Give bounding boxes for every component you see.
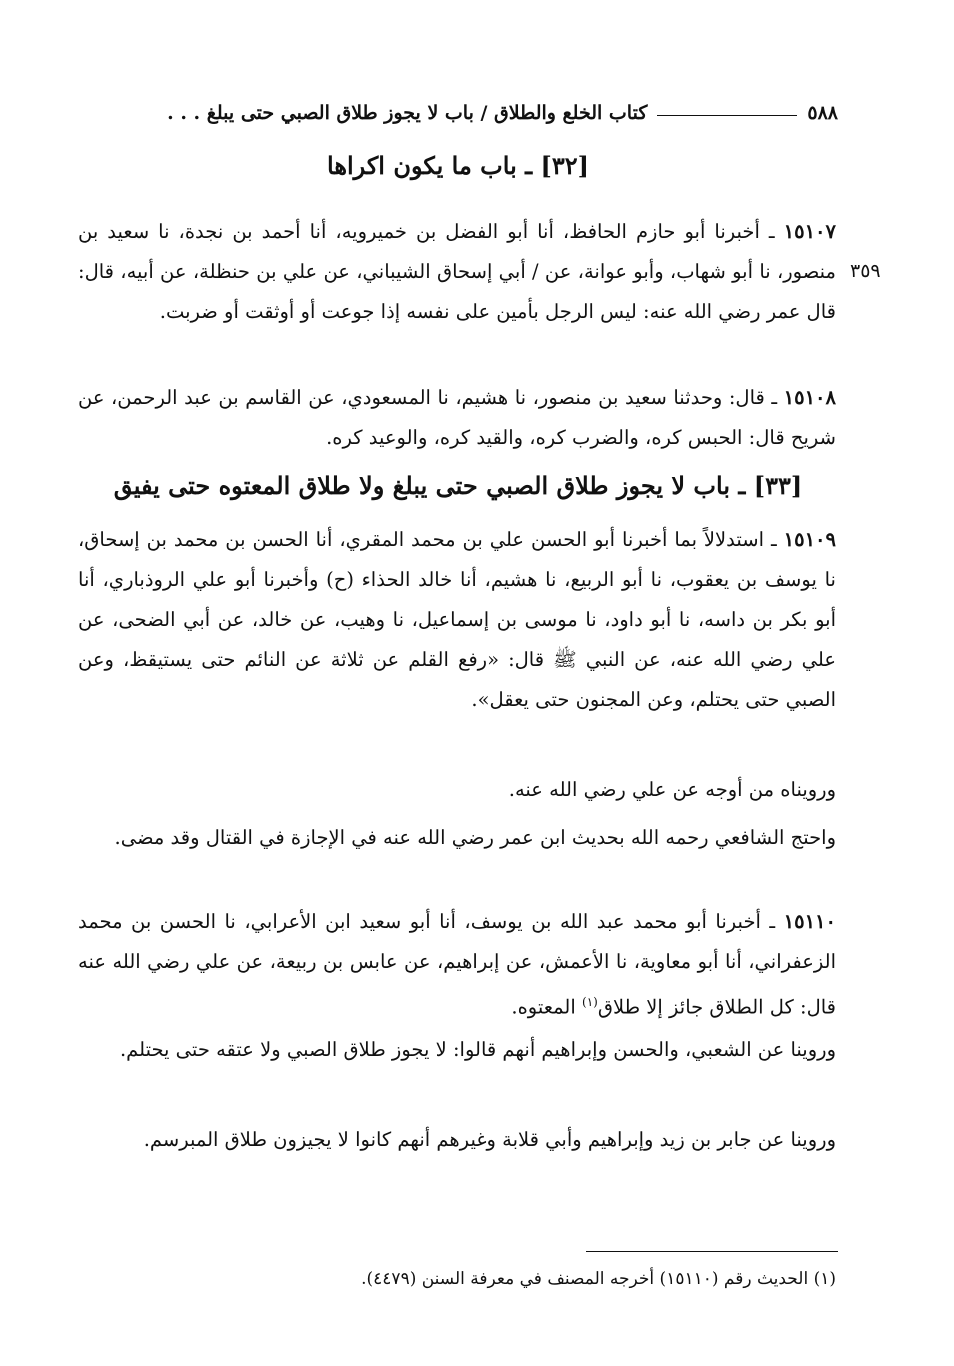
section-heading-33: [٣٣] ـ باب لا يجوز طلاق الصبي حتى يبلغ ولا طلاق المعتوه حتى يفيق <box>113 471 803 500</box>
margin-page-note: ٣٥٩ <box>850 260 881 282</box>
hadith-number: ١٥١٠٨ <box>783 386 836 409</box>
paragraph-narration: ورويناه من أوجه عن علي رضي الله عنه. <box>508 778 836 801</box>
hadith-text: ـ أخبرنا أبو محمد عبد الله بن يوسف، أنا أبو سعيد ابن الأعرابي، نا الحسن بن محمد الزعفراني، أنا أبو معاوية، نا الأعمش، عن إبراهيم، عن عابس بن ربيعة، عن علي رضي الله عنه قال: كل الطلاق جائز إلا طلاق <box>78 910 836 1019</box>
hadith-number: ١٥١٠٩ <box>783 528 836 551</box>
hadith-15109 <box>78 520 836 720</box>
footnote: (١) الحديث رقم (١٥١١٠) أخرجه المصنف في معرفة السنن (٤٤٧٩). <box>361 1269 836 1289</box>
footnote-rule <box>586 1251 838 1252</box>
paragraph-jabir: وروينا عن جابر بن زيد وإبراهيم وأبي قلابة وغيرهم أنهم كانوا لا يجيزون طلاق المبرسم. <box>143 1128 836 1151</box>
hadith-15107 <box>78 212 836 332</box>
page-number: ٥٨٨ <box>807 102 838 124</box>
paragraph-shabi: وروينا عن الشعبي، والحسن وإبراهيم أنهم قالوا: لا يجوز طلاق الصبي ولا عتقه حتى يحتلم. <box>119 1038 836 1061</box>
hadith-number: ١٥١٠٧ <box>783 220 836 243</box>
running-title: كتاب الخلع والطلاق / باب لا يجوز طلاق الصبي حتى يبلغ . . . <box>167 102 648 124</box>
section-heading-32: [٣٢] ـ باب ما يكون اكراها <box>327 151 589 180</box>
footnote-marker: (١) <box>582 995 598 1009</box>
hadith-text: ـ استدلالاً بما أخبرنا أبو الحسن علي بن محمد المقري، أنا الحسن بن محمد بن إسحاق، نا يوسف بن يعقوب، نا أبو الربيع، نا هشيم، أنا خالد الحذاء (ح) وأخبرنا أبو علي الروذباري، أنا أبو بكر بن داسه، نا أبو داود، نا موسى بن إسماعيل، نا وهيب، عن خالد، عن أبي الضحى، عن علي رضي الله عنه، عن النبي ﷺ قال: «رفع القلم عن ثلاثة عن النائم حتى يستيقظ، وعن الصبي حتى يحتلم، وعن المجنون حتى يعقل». <box>78 528 836 711</box>
hadith-15108 <box>78 378 836 458</box>
hadith-text: ـ قال: وحدثنا سعيد بن منصور، نا هشيم، نا المسعودي، عن القاسم بن عبد الرحمن، عن شريح قال: الحبس كره، والضرب كره، والقيد كره، والوعيد كره. <box>78 386 836 449</box>
paragraph-shafii: واحتج الشافعي رحمه الله بحديث ابن عمر رضي الله عنه في الإجازة في القتال وقد مضى. <box>114 826 836 849</box>
running-header <box>78 84 838 124</box>
hadith-text: ـ أخبرنا أبو حازم الحافظ، أنا أبو الفضل بن خميرويه، أنا أحمد بن نجدة، نا سعيد بن منصور، نا أبو شهاب، وأبو عوانة، عن / أبي إسحاق الشيباني، عن علي بن حنظلة، عن أبيه، قال: قال عمر رضي الله عنه: ليس الرجل بأمين على نفسه إذا جوعت أو أوثقت أو ضربت. <box>78 220 836 323</box>
hadith-number: ١٥١١٠ <box>783 910 836 933</box>
header-rule <box>657 115 797 116</box>
hadith-15110 <box>78 902 836 1028</box>
hadith-text-tail: المعتوه. <box>511 995 582 1019</box>
